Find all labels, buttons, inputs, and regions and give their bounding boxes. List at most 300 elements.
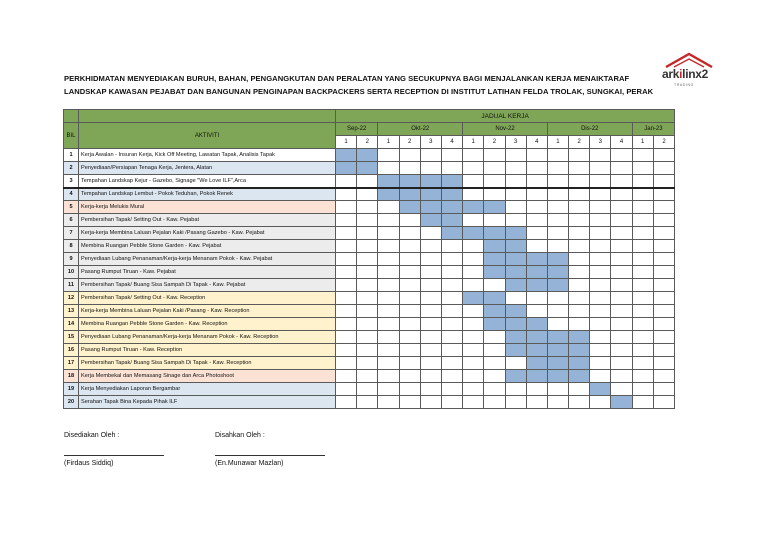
gantt-empty-cell <box>611 253 632 266</box>
gantt-empty-cell <box>611 214 632 227</box>
prepared-by-label: Disediakan Oleh : <box>64 432 120 439</box>
gantt-empty-cell <box>420 227 441 240</box>
gantt-empty-cell <box>526 383 547 396</box>
week-header: 3 <box>420 136 441 149</box>
gantt-empty-cell <box>632 383 653 396</box>
gantt-empty-cell <box>632 396 653 409</box>
month-header-row <box>64 123 675 136</box>
gantt-bar-cell <box>441 214 462 227</box>
gantt-empty-cell <box>378 279 399 292</box>
gantt-empty-cell <box>336 266 357 279</box>
schedule-row <box>64 266 675 279</box>
gantt-empty-cell <box>547 240 568 253</box>
gantt-empty-cell <box>653 344 674 357</box>
gantt-empty-cell <box>632 292 653 305</box>
gantt-empty-cell <box>336 175 357 188</box>
gantt-empty-cell <box>420 305 441 318</box>
gantt-empty-cell <box>632 305 653 318</box>
gantt-empty-cell <box>378 383 399 396</box>
gantt-empty-cell <box>357 227 378 240</box>
gantt-empty-cell <box>399 227 420 240</box>
month-header: Okt-22 <box>378 123 463 136</box>
gantt-empty-cell <box>336 188 357 201</box>
gantt-empty-cell <box>357 214 378 227</box>
week-header: 2 <box>569 136 590 149</box>
gantt-empty-cell <box>526 162 547 175</box>
schedule-row <box>64 162 675 175</box>
gantt-empty-cell <box>632 266 653 279</box>
gantt-empty-cell <box>399 331 420 344</box>
gantt-empty-cell <box>336 318 357 331</box>
gantt-empty-cell <box>590 214 611 227</box>
gantt-empty-cell <box>526 201 547 214</box>
schedule-row <box>64 175 675 188</box>
gantt-empty-cell <box>357 266 378 279</box>
gantt-empty-cell <box>378 370 399 383</box>
gantt-empty-cell <box>590 357 611 370</box>
gantt-empty-cell <box>590 266 611 279</box>
gantt-empty-cell <box>653 305 674 318</box>
gantt-empty-cell <box>632 253 653 266</box>
gantt-empty-cell <box>463 357 484 370</box>
gantt-empty-cell <box>484 162 505 175</box>
gantt-empty-cell <box>441 396 462 409</box>
gantt-empty-cell <box>611 344 632 357</box>
week-header: 2 <box>399 136 420 149</box>
work-schedule-table <box>63 109 675 409</box>
gantt-empty-cell <box>463 240 484 253</box>
gantt-empty-cell <box>484 370 505 383</box>
row-activity: Kerja-kerja Membina Laluan Pejalan Kaki /Pasang - Kaw. Reception <box>79 305 336 318</box>
week-header: 3 <box>505 136 526 149</box>
gantt-bar-cell <box>547 253 568 266</box>
row-number: 12 <box>64 292 79 305</box>
gantt-empty-cell <box>420 331 441 344</box>
gantt-empty-cell <box>378 292 399 305</box>
gantt-empty-cell <box>441 318 462 331</box>
gantt-empty-cell <box>399 162 420 175</box>
gantt-empty-cell <box>441 162 462 175</box>
row-number: 20 <box>64 396 79 409</box>
gantt-empty-cell <box>632 175 653 188</box>
gantt-empty-cell <box>526 292 547 305</box>
gantt-empty-cell <box>547 227 568 240</box>
month-header: Dis-22 <box>547 123 632 136</box>
gantt-empty-cell <box>526 175 547 188</box>
gantt-empty-cell <box>484 188 505 201</box>
gantt-empty-cell <box>505 175 526 188</box>
gantt-empty-cell <box>463 370 484 383</box>
gantt-empty-cell <box>357 383 378 396</box>
gantt-bar-cell <box>505 279 526 292</box>
gantt-bar-cell <box>526 370 547 383</box>
week-header: 1 <box>336 136 357 149</box>
row-activity: Serahan Tapak Bina Kepada Pihak ILF <box>79 396 336 409</box>
gantt-empty-cell <box>653 292 674 305</box>
gantt-empty-cell <box>357 253 378 266</box>
schedule-row <box>64 331 675 344</box>
gantt-empty-cell <box>569 266 590 279</box>
row-number: 3 <box>64 175 79 188</box>
gantt-empty-cell <box>463 253 484 266</box>
gantt-empty-cell <box>420 370 441 383</box>
week-header: 4 <box>441 136 462 149</box>
gantt-empty-cell <box>463 318 484 331</box>
gantt-empty-cell <box>463 305 484 318</box>
gantt-bar-cell <box>420 188 441 201</box>
week-header: 4 <box>611 136 632 149</box>
gantt-empty-cell <box>336 383 357 396</box>
gantt-bar-cell <box>526 331 547 344</box>
gantt-empty-cell <box>547 214 568 227</box>
schedule-title-row <box>64 110 675 123</box>
gantt-empty-cell <box>590 305 611 318</box>
gantt-empty-cell <box>611 292 632 305</box>
gantt-empty-cell <box>653 162 674 175</box>
gantt-bar-cell <box>484 253 505 266</box>
gantt-empty-cell <box>569 240 590 253</box>
gantt-empty-cell <box>569 253 590 266</box>
gantt-empty-cell <box>632 331 653 344</box>
gantt-bar-cell <box>547 331 568 344</box>
week-header: 1 <box>547 136 568 149</box>
prepared-by-name: (Firdaus Siddiq) <box>64 460 114 467</box>
gantt-empty-cell <box>632 279 653 292</box>
gantt-empty-cell <box>547 305 568 318</box>
gantt-empty-cell <box>526 227 547 240</box>
gantt-empty-cell <box>653 175 674 188</box>
gantt-empty-cell <box>590 344 611 357</box>
schedule-row <box>64 305 675 318</box>
gantt-empty-cell <box>505 188 526 201</box>
gantt-bar-cell <box>420 201 441 214</box>
row-activity: Kerja-kerja Melukis Mural <box>79 201 336 214</box>
gantt-empty-cell <box>611 240 632 253</box>
gantt-empty-cell <box>505 201 526 214</box>
row-activity: Penyediaan Lubang Penanaman/Kerja-kerja Menanam Pokok - Kaw. Reception <box>79 331 336 344</box>
gantt-empty-cell <box>420 162 441 175</box>
gantt-empty-cell <box>653 188 674 201</box>
logo-text-b: i <box>679 67 683 81</box>
gantt-empty-cell <box>569 162 590 175</box>
row-activity: Pembersihan Tapak/ Setting Out - Kaw. Reception <box>79 292 336 305</box>
approved-signature-line <box>215 455 325 456</box>
gantt-empty-cell <box>463 344 484 357</box>
gantt-empty-cell <box>569 227 590 240</box>
gantt-empty-cell <box>441 331 462 344</box>
gantt-empty-cell <box>463 162 484 175</box>
gantt-empty-cell <box>484 344 505 357</box>
gantt-empty-cell <box>420 292 441 305</box>
schedule-row <box>64 279 675 292</box>
gantt-empty-cell <box>357 188 378 201</box>
gantt-empty-cell <box>336 370 357 383</box>
gantt-empty-cell <box>399 318 420 331</box>
gantt-empty-cell <box>399 305 420 318</box>
gantt-empty-cell <box>653 253 674 266</box>
gantt-empty-cell <box>378 253 399 266</box>
gantt-bar-cell <box>526 344 547 357</box>
gantt-empty-cell <box>484 331 505 344</box>
gantt-empty-cell <box>526 396 547 409</box>
gantt-bar-cell <box>505 227 526 240</box>
gantt-empty-cell <box>463 188 484 201</box>
gantt-bar-cell <box>484 240 505 253</box>
gantt-empty-cell <box>590 396 611 409</box>
logo-subtitle: TRADING <box>674 83 694 87</box>
gantt-empty-cell <box>357 396 378 409</box>
gantt-empty-cell <box>569 396 590 409</box>
gantt-empty-cell <box>632 214 653 227</box>
gantt-empty-cell <box>505 214 526 227</box>
gantt-empty-cell <box>505 149 526 162</box>
gantt-empty-cell <box>611 331 632 344</box>
row-number: 19 <box>64 383 79 396</box>
gantt-bar-cell <box>441 175 462 188</box>
gantt-empty-cell <box>357 240 378 253</box>
schedule-row <box>64 201 675 214</box>
gantt-empty-cell <box>611 162 632 175</box>
schedule-row <box>64 227 675 240</box>
gantt-empty-cell <box>357 344 378 357</box>
row-number: 15 <box>64 331 79 344</box>
gantt-empty-cell <box>569 188 590 201</box>
gantt-empty-cell <box>632 149 653 162</box>
gantt-empty-cell <box>484 175 505 188</box>
schedule-row <box>64 292 675 305</box>
gantt-empty-cell <box>420 253 441 266</box>
gantt-empty-cell <box>357 318 378 331</box>
gantt-empty-cell <box>420 396 441 409</box>
gantt-bar-cell <box>505 266 526 279</box>
gantt-bar-cell <box>484 305 505 318</box>
schedule-row <box>64 344 675 357</box>
gantt-empty-cell <box>441 240 462 253</box>
gantt-empty-cell <box>653 357 674 370</box>
gantt-empty-cell <box>590 240 611 253</box>
week-header: 2 <box>653 136 674 149</box>
gantt-empty-cell <box>336 279 357 292</box>
gantt-bar-cell <box>441 227 462 240</box>
row-activity: Penyediaan/Persiapan Tenaga Kerja, Jentera, Alatan <box>79 162 336 175</box>
gantt-empty-cell <box>441 370 462 383</box>
gantt-bar-cell <box>547 370 568 383</box>
gantt-empty-cell <box>378 214 399 227</box>
row-activity: Membina Ruangan Pebble Stone Garden - Kaw. Reception <box>79 318 336 331</box>
approved-by-name: (En.Munawar Mazlan) <box>215 460 284 467</box>
gantt-bar-cell <box>505 240 526 253</box>
gantt-empty-cell <box>484 279 505 292</box>
gantt-empty-cell <box>441 383 462 396</box>
gantt-empty-cell <box>484 357 505 370</box>
gantt-bar-cell <box>336 162 357 175</box>
gantt-bar-cell <box>399 175 420 188</box>
gantt-empty-cell <box>357 305 378 318</box>
schedule-row <box>64 188 675 201</box>
header-blank-bil <box>64 110 79 123</box>
gantt-empty-cell <box>653 149 674 162</box>
gantt-empty-cell <box>569 383 590 396</box>
gantt-empty-cell <box>399 357 420 370</box>
gantt-empty-cell <box>463 214 484 227</box>
gantt-empty-cell <box>569 279 590 292</box>
roof-icon <box>664 52 714 68</box>
gantt-empty-cell <box>441 266 462 279</box>
gantt-empty-cell <box>399 214 420 227</box>
bil-header: BIL <box>64 123 79 149</box>
gantt-empty-cell <box>336 357 357 370</box>
gantt-empty-cell <box>590 201 611 214</box>
gantt-empty-cell <box>632 227 653 240</box>
gantt-empty-cell <box>399 292 420 305</box>
gantt-empty-cell <box>611 266 632 279</box>
gantt-empty-cell <box>590 188 611 201</box>
schedule-row <box>64 318 675 331</box>
row-number: 11 <box>64 279 79 292</box>
gantt-empty-cell <box>653 318 674 331</box>
gantt-empty-cell <box>505 357 526 370</box>
gantt-empty-cell <box>399 253 420 266</box>
gantt-empty-cell <box>378 357 399 370</box>
gantt-bar-cell <box>420 214 441 227</box>
gantt-bar-cell <box>505 253 526 266</box>
gantt-bar-cell <box>378 175 399 188</box>
gantt-bar-cell <box>484 201 505 214</box>
schedule-row <box>64 214 675 227</box>
gantt-empty-cell <box>399 344 420 357</box>
gantt-empty-cell <box>505 162 526 175</box>
gantt-empty-cell <box>547 383 568 396</box>
gantt-empty-cell <box>378 266 399 279</box>
gantt-empty-cell <box>336 331 357 344</box>
gantt-bar-cell <box>441 201 462 214</box>
row-activity: Pembersihan Tapak/ Buang Sisa Sampah Di Tapak - Kaw. Pejabat <box>79 279 336 292</box>
gantt-empty-cell <box>547 188 568 201</box>
gantt-empty-cell <box>653 240 674 253</box>
gantt-empty-cell <box>632 201 653 214</box>
logo-text-a: ark <box>662 67 680 81</box>
gantt-empty-cell <box>336 253 357 266</box>
row-activity: Tempahan Landskap Lembut - Pokok Teduhan, Pokok Renek <box>79 188 336 201</box>
gantt-bar-cell <box>378 188 399 201</box>
gantt-empty-cell <box>632 188 653 201</box>
gantt-empty-cell <box>569 175 590 188</box>
schedule-row <box>64 240 675 253</box>
week-header: 1 <box>463 136 484 149</box>
gantt-empty-cell <box>420 357 441 370</box>
gantt-empty-cell <box>569 149 590 162</box>
gantt-empty-cell <box>611 305 632 318</box>
gantt-bar-cell <box>569 370 590 383</box>
gantt-empty-cell <box>357 292 378 305</box>
gantt-empty-cell <box>590 370 611 383</box>
gantt-empty-cell <box>420 149 441 162</box>
schedule-row <box>64 149 675 162</box>
gantt-empty-cell <box>611 201 632 214</box>
gantt-empty-cell <box>378 331 399 344</box>
gantt-empty-cell <box>441 305 462 318</box>
gantt-empty-cell <box>378 227 399 240</box>
gantt-empty-cell <box>632 162 653 175</box>
gantt-empty-cell <box>611 149 632 162</box>
row-number: 13 <box>64 305 79 318</box>
gantt-empty-cell <box>547 396 568 409</box>
gantt-empty-cell <box>590 331 611 344</box>
gantt-empty-cell <box>378 396 399 409</box>
row-activity: Penyediaan Lubang Penanaman/Kerja-kerja Menanam Pokok - Kaw. Pejabat <box>79 253 336 266</box>
row-number: 16 <box>64 344 79 357</box>
gantt-empty-cell <box>547 201 568 214</box>
gantt-empty-cell <box>526 149 547 162</box>
gantt-bar-cell <box>484 227 505 240</box>
gantt-bar-cell <box>336 149 357 162</box>
gantt-empty-cell <box>484 214 505 227</box>
gantt-empty-cell <box>569 305 590 318</box>
gantt-empty-cell <box>611 318 632 331</box>
gantt-empty-cell <box>336 344 357 357</box>
gantt-empty-cell <box>590 279 611 292</box>
title-line-2: LANDSKAP KAWASAN PEJABAT DAN BANGUNAN PENGINAPAN BACKPACKERS SERTA RECEPTION DI INSTITUT LATIHAN FELDA TROLAK, SUNGKAI, PERAK <box>64 87 654 96</box>
gantt-bar-cell <box>505 318 526 331</box>
row-number: 14 <box>64 318 79 331</box>
gantt-empty-cell <box>590 253 611 266</box>
gantt-empty-cell <box>336 201 357 214</box>
gantt-bar-cell <box>505 344 526 357</box>
gantt-empty-cell <box>632 357 653 370</box>
gantt-empty-cell <box>547 318 568 331</box>
gantt-empty-cell <box>420 279 441 292</box>
row-number: 5 <box>64 201 79 214</box>
gantt-empty-cell <box>505 292 526 305</box>
schedule-row <box>64 396 675 409</box>
row-number: 17 <box>64 357 79 370</box>
gantt-empty-cell <box>420 240 441 253</box>
gantt-empty-cell <box>463 331 484 344</box>
gantt-empty-cell <box>463 149 484 162</box>
gantt-empty-cell <box>357 201 378 214</box>
gantt-bar-cell <box>399 201 420 214</box>
gantt-empty-cell <box>399 383 420 396</box>
gantt-bar-cell <box>590 383 611 396</box>
schedule-row <box>64 383 675 396</box>
gantt-bar-cell <box>463 201 484 214</box>
gantt-empty-cell <box>484 396 505 409</box>
row-number: 4 <box>64 188 79 201</box>
gantt-empty-cell <box>653 331 674 344</box>
gantt-empty-cell <box>653 383 674 396</box>
gantt-empty-cell <box>441 149 462 162</box>
gantt-bar-cell <box>357 162 378 175</box>
activity-header: AKTIVITI <box>79 123 336 149</box>
gantt-empty-cell <box>378 344 399 357</box>
gantt-empty-cell <box>336 227 357 240</box>
gantt-empty-cell <box>653 396 674 409</box>
week-header: 3 <box>590 136 611 149</box>
gantt-bar-cell <box>505 331 526 344</box>
gantt-empty-cell <box>420 383 441 396</box>
gantt-empty-cell <box>611 370 632 383</box>
gantt-bar-cell <box>547 266 568 279</box>
gantt-empty-cell <box>590 318 611 331</box>
gantt-empty-cell <box>547 149 568 162</box>
gantt-empty-cell <box>590 175 611 188</box>
gantt-empty-cell <box>547 292 568 305</box>
gantt-empty-cell <box>526 188 547 201</box>
gantt-empty-cell <box>336 396 357 409</box>
gantt-empty-cell <box>653 201 674 214</box>
gantt-bar-cell <box>484 292 505 305</box>
gantt-bar-cell <box>463 227 484 240</box>
